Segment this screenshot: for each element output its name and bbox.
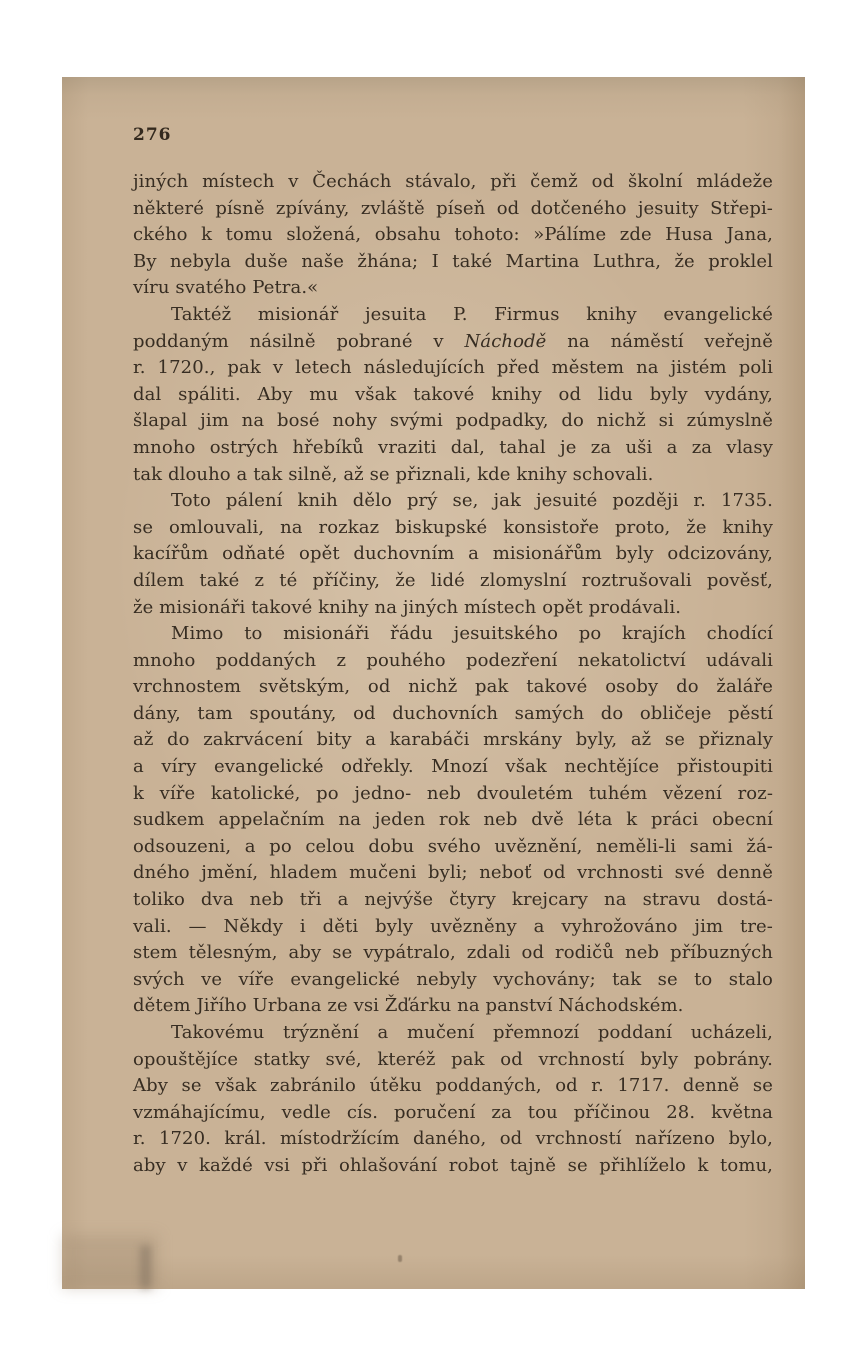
scan-smudge-streak bbox=[140, 1245, 151, 1289]
text-line: některé písně zpívány, zvláště píseň od dotčeného jesuity Střepi- bbox=[133, 197, 773, 219]
emphasized-word: Náchodě bbox=[464, 330, 547, 352]
text-line: stem tělesným, aby se vypátralo, zdali od rodičů neb příbuzných bbox=[133, 942, 773, 964]
text-line: k víře katolické, po jedno- neb dvouletém tuhém vězení roz- bbox=[133, 782, 773, 804]
text-line: dětem Jiřího Urbana ze vsi Žďárku na panství Náchodském. bbox=[133, 995, 684, 1017]
text-line: Mimo to misionáři řádu jesuitského po krajích chodící bbox=[171, 623, 773, 645]
text-line: vali. — Někdy i děti byly uvězněny a vyhrožováno jim tre- bbox=[133, 915, 773, 937]
book-page-scan bbox=[62, 77, 805, 1289]
text-line: Toto pálení knih dělo prý se, jak jesuité později r. 1735. bbox=[171, 490, 773, 512]
text-line: jiných místech v Čechách stávalo, při čemž od školní mládeže bbox=[133, 171, 773, 192]
text-line: vzmáhajícímu, vedle cís. poručení za tou příčinou 28. května bbox=[133, 1101, 773, 1123]
text-line: Aby se však zabránilo útěku poddaných, od r. 1717. denně se bbox=[133, 1075, 773, 1097]
text-line: toliko dva neb tři a nejvýše čtyry krejcary na stravu dostá- bbox=[133, 889, 773, 911]
text-line: r. 1720. král. místodržícím daného, od vrchností nařízeno bylo, bbox=[133, 1128, 773, 1150]
text-line: sudkem appelačním na jeden rok neb dvě léta k práci obecní bbox=[133, 809, 773, 831]
text-line: šlapal jim na bosé nohy svými podpadky, do nichž si zúmyslně bbox=[133, 410, 773, 432]
text-line: vrchnostem světským, od nichž pak takové osoby do žaláře bbox=[133, 676, 773, 698]
text-line: odsouzeni, a po celou dobu svého uvěznění, neměli-li sami žá- bbox=[133, 835, 773, 857]
text-line: dal spáliti. Aby mu však takové knihy od lidu byly vydány, bbox=[133, 383, 773, 405]
text-line: až do zakrvácení bity a karabáči mrskány byly, až se přiznaly bbox=[133, 729, 773, 751]
text-line: se omlouvali, na rozkaz biskupské konsistoře proto, že knihy bbox=[133, 516, 773, 538]
text-line: Taktéž misionář jesuita P. Firmus knihy evangelické bbox=[171, 303, 773, 325]
text-line: kacířům odňaté opět duchovním a misionářům byly odcizovány, bbox=[133, 543, 773, 565]
text-line: ckého k tomu složená, obsahu tohoto: »Pálíme zde Husa Jana, bbox=[133, 224, 773, 246]
text-line: poddaným násilně pobrané v Náchodě na náměstí veřejně bbox=[133, 330, 773, 352]
text-line: dány, tam spoutány, od duchovních samých do obličeje pěstí bbox=[133, 702, 773, 724]
text-line: Takovému trýznění a mučení přemnozí poddaní ucházeli, bbox=[171, 1022, 773, 1043]
page-number: 276 bbox=[133, 125, 172, 145]
text-line: svých ve víře evangelické nebyly vychovány; tak se to stalo bbox=[133, 968, 773, 990]
text-line: mnoho ostrých hřebíků vraziti dal, tahal je za uši a za vlasy bbox=[133, 436, 773, 458]
text-line: mnoho poddaných z pouhého podezření nekatolictví udávali bbox=[133, 649, 773, 671]
text-line: tak dlouho a tak silně, až se přiznali, kde knihy schovali. bbox=[133, 463, 654, 485]
text-line: dného jmění, hladem mučeni byli; neboť od vrchnosti své denně bbox=[133, 862, 773, 884]
text-line: dílem také z té příčiny, že lidé zlomyslní roztrušovali pověsť, bbox=[133, 569, 773, 591]
scan-ink-speck bbox=[398, 1255, 402, 1262]
text-line: By nebyla duše naše žhána; I také Martina Luthra, že proklel bbox=[133, 250, 773, 272]
body-text bbox=[133, 169, 773, 1180]
text-line: aby v každé vsi při ohlašování robot tajně se přihlíželo k tomu, bbox=[133, 1154, 773, 1176]
text-line: že misionáři takové knihy na jiných místech opět prodávali. bbox=[133, 596, 682, 618]
text-line: opouštějíce statky své, kteréž pak od vrchností byly pobrány. bbox=[133, 1048, 773, 1070]
text-line: a víry evangelické odřekly. Mnozí však nechtějíce přistoupiti bbox=[133, 756, 773, 778]
text-line: víru svatého Petra.« bbox=[133, 277, 319, 299]
text-line: r. 1720., pak v letech následujících před městem na jistém poli bbox=[133, 357, 773, 379]
